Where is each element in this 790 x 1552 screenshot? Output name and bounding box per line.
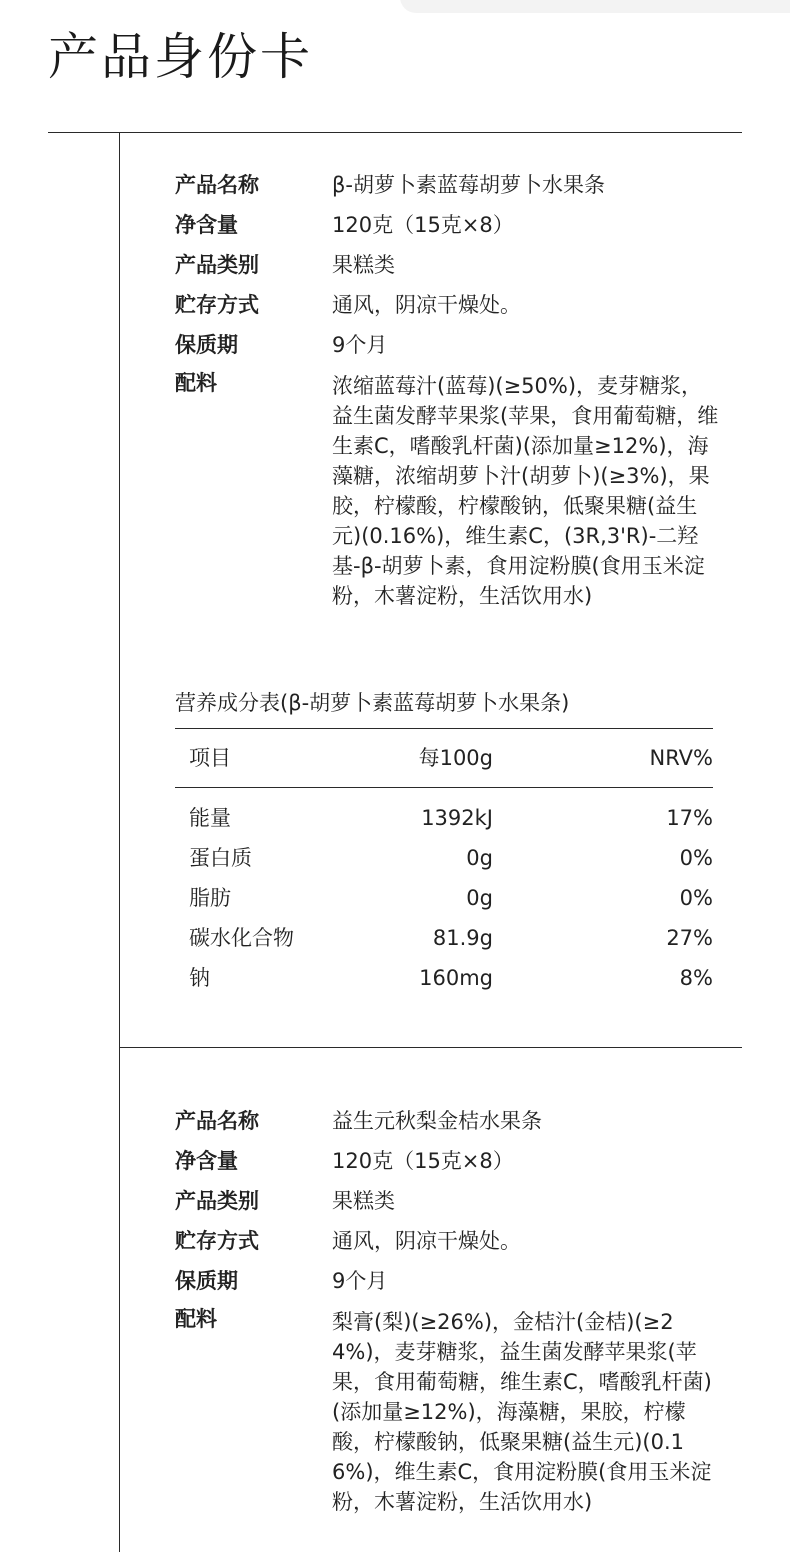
table-header-row [175, 729, 713, 787]
cell-nrv: 0% [679, 886, 713, 910]
cell-nrv: 8% [679, 966, 713, 990]
field-value: 果糕类 [332, 1189, 395, 1213]
field-label: 产品类别 [175, 1189, 259, 1213]
cell-item: 能量 [189, 806, 231, 830]
field-value: 浓缩蓝莓汁(蓝莓)(≥50%)，麦芽糖浆，益生菌发酵苹果浆(苹果，食用葡萄糖，维生素C，嗜酸乳杆菌)(添加量≥12%)，海藻糖，浓缩胡萝卜汁(胡萝卜)(≥3%)，果胶，柠檬酸，柠檬酸钠，低聚果糖(益生元)(0.16%)，维生素C，(3R,3'R)-二羟基-β-胡萝卜素，食用淀粉膜(食用玉米淀粉，木薯淀粉，生活饮用水) [332, 374, 719, 608]
cell-nrv: 27% [666, 926, 713, 950]
divider-middle [119, 1047, 742, 1048]
field-label: 净含量 [175, 213, 238, 237]
cell-per-100g: 1392kJ [421, 806, 493, 830]
cell-item: 碳水化合物 [189, 926, 294, 950]
table-body [175, 788, 713, 998]
field-label: 贮存方式 [175, 293, 259, 317]
cell-per-100g: 81.9g [432, 926, 493, 950]
field-label: 保质期 [175, 333, 238, 357]
field-label: 净含量 [175, 1149, 238, 1173]
divider-top [48, 132, 742, 133]
field-label: 产品名称 [175, 1109, 259, 1133]
field-label: 产品类别 [175, 253, 259, 277]
info-row-net-weight [175, 213, 735, 238]
field-label: 贮存方式 [175, 1229, 259, 1253]
info-row-storage [175, 293, 735, 318]
header-nrv: NRV% [649, 746, 713, 770]
product-info-2 [175, 1109, 735, 1532]
table-row [175, 838, 713, 878]
info-row-name [175, 173, 735, 198]
info-row-net-weight [175, 1149, 735, 1174]
cell-per-100g: 160mg [419, 966, 493, 990]
product-info-1 [175, 173, 735, 626]
cell-item: 蛋白质 [189, 846, 252, 870]
page-title: 产品身份卡 [48, 28, 313, 86]
info-row-category [175, 1189, 735, 1214]
nutrition-table [175, 728, 713, 998]
cell-per-100g: 0g [466, 846, 493, 870]
table-row [175, 918, 713, 958]
info-row-ingredients [175, 371, 735, 611]
table-row [175, 798, 713, 838]
field-value: 通风，阴凉干燥处。 [332, 293, 521, 317]
field-value: 通风，阴凉干燥处。 [332, 1229, 521, 1253]
cell-nrv: 0% [679, 846, 713, 870]
info-row-ingredients [175, 1307, 735, 1517]
cell-nrv: 17% [666, 806, 713, 830]
field-value: 9个月 [332, 1269, 388, 1293]
field-label: 配料 [175, 371, 217, 395]
field-value: 梨膏(梨)(≥26%)，金桔汁(金桔)(≥24%)，麦芽糖浆，益生菌发酵苹果浆(苹果，食用葡萄糖，维生素C，嗜酸乳杆菌)(添加量≥12%)，海藻糖，果胶，柠檬酸，柠檬酸钠，低聚果糖(益生元)(0.16%)，维生素C，食用淀粉膜(食用玉米淀粉，木薯淀粉，生活饮用水) [332, 1310, 712, 1514]
header-item: 项目 [189, 746, 231, 770]
info-row-name [175, 1109, 735, 1134]
top-tab-bar [400, 0, 790, 13]
field-value: 120克（15克×8） [332, 1149, 514, 1173]
table-row [175, 878, 713, 918]
field-value: 益生元秋梨金桔水果条 [332, 1109, 542, 1133]
field-label: 配料 [175, 1307, 217, 1331]
table-row [175, 958, 713, 998]
field-label: 保质期 [175, 1269, 238, 1293]
divider-vertical [119, 132, 120, 1552]
field-label: 产品名称 [175, 173, 259, 197]
field-value: 120克（15克×8） [332, 213, 514, 237]
header-per-100g: 每100g [418, 746, 493, 770]
field-value: 果糕类 [332, 253, 395, 277]
cell-item: 脂肪 [189, 886, 231, 910]
info-row-shelf-life [175, 333, 735, 358]
cell-per-100g: 0g [466, 886, 493, 910]
field-value: 9个月 [332, 333, 388, 357]
info-row-shelf-life [175, 1269, 735, 1294]
cell-item: 钠 [189, 966, 210, 990]
info-row-category [175, 253, 735, 278]
nutrition-title: 营养成分表(β-胡萝卜素蓝莓胡萝卜水果条) [175, 691, 570, 715]
info-row-storage [175, 1229, 735, 1254]
field-value: β-胡萝卜素蓝莓胡萝卜水果条 [332, 173, 605, 197]
